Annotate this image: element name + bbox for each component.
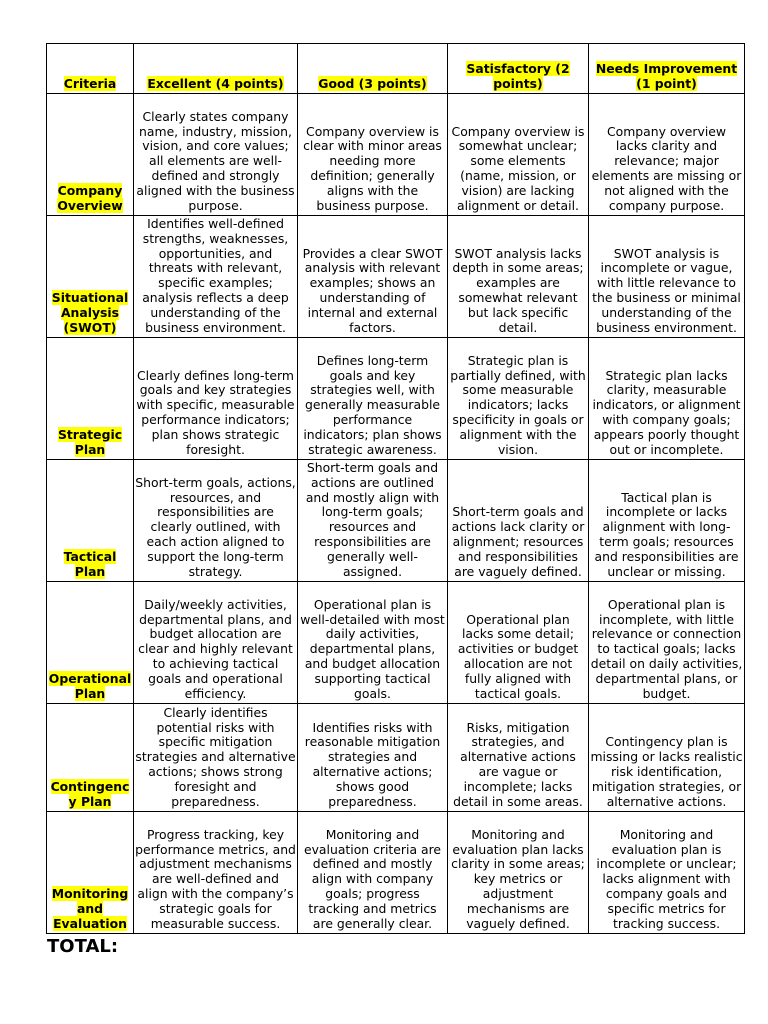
good-cell: Short-term goals and actions are outlined and mostly align with long-term goals; resources and responsibilities are generally well-assigned. — [298, 460, 448, 582]
needs-improvement-cell: Operational plan is incomplete, with little relevance or connection to tactical goals; lacks detail on daily activities, departmental plans, or budget. — [589, 582, 745, 704]
good-cell: Provides a clear SWOT analysis with relevant examples; shows an understanding of internal and external factors. — [298, 216, 448, 338]
table-row — [47, 812, 745, 934]
table-row — [47, 582, 745, 704]
excellent-cell: Clearly defines long-term goals and key strategies with specific, measurable performance indicators; plan shows strategic foresight. — [134, 338, 298, 460]
satisfactory-cell: Strategic plan is partially defined, with some measurable indicators; lacks specificity in goals or alignment with the vision. — [448, 338, 589, 460]
criteria-cell — [47, 460, 134, 582]
needs-improvement-cell: Contingency plan is missing or lacks realistic risk identification, mitigation strategies, or alternative actions. — [589, 704, 745, 812]
satisfactory-cell: Risks, mitigation strategies, and alternative actions are vague or incomplete; lacks detail in some areas. — [448, 704, 589, 812]
excellent-cell: Progress tracking, key performance metrics, and adjustment mechanisms are well-defined and align with the company’s strategic goals for measurable success. — [134, 812, 298, 934]
header-criteria — [47, 44, 134, 94]
good-cell: Defines long-term goals and key strategies well, with generally measurable performance indicators; plan shows strategic awareness. — [298, 338, 448, 460]
good-cell: Identifies risks with reasonable mitigation strategies and alternative actions; shows good preparedness. — [298, 704, 448, 812]
needs-improvement-cell: Tactical plan is incomplete or lacks alignment with long-term goals; resources and responsibilities are unclear or missing. — [589, 460, 745, 582]
rubric-table — [46, 43, 745, 934]
needs-improvement-cell: Strategic plan lacks clarity, measurable indicators, or alignment with company goals; appears poorly thought out or incomplete. — [589, 338, 745, 460]
header-criteria-label: Criteria — [63, 76, 117, 92]
criteria-cell — [47, 704, 134, 812]
satisfactory-cell: SWOT analysis lacks depth in some areas; examples are somewhat relevant but lack specific detail. — [448, 216, 589, 338]
table-row — [47, 216, 745, 338]
criteria-label: Contingency Plan — [50, 779, 130, 810]
header-needs-improvement — [589, 44, 745, 94]
header-row — [47, 44, 745, 94]
good-cell: Company overview is clear with minor areas needing more definition; generally aligns with the business purpose. — [298, 94, 448, 216]
total-label: TOTAL: — [47, 936, 119, 957]
excellent-cell: Identifies well-defined strengths, weaknesses, opportunities, and threats with relevant, specific examples; analysis reflects a deep understanding of the business environment. — [134, 216, 298, 338]
excellent-cell: Clearly identifies potential risks with specific mitigation strategies and alternative actions; shows strong foresight and preparedness. — [134, 704, 298, 812]
criteria-label: Operational Plan — [48, 671, 132, 702]
header-excellent-label: Excellent (4 points) — [147, 76, 284, 92]
criteria-cell — [47, 94, 134, 216]
satisfactory-cell: Monitoring and evaluation plan lacks clarity in some areas; key metrics or adjustment mechanisms are vaguely defined. — [448, 812, 589, 934]
excellent-cell: Short-term goals, actions, resources, and responsibilities are clearly outlined, with each action aligned to support the long-term strategy. — [134, 460, 298, 582]
header-needs-improvement-label: Needs Improvement (1 point) — [595, 61, 738, 92]
header-good-label: Good (3 points) — [318, 76, 427, 92]
criteria-cell — [47, 812, 134, 934]
criteria-label: Situational Analysis (SWOT) — [51, 290, 129, 336]
good-cell: Monitoring and evaluation criteria are defined and mostly align with company goals; progress tracking and metrics are generally clear. — [298, 812, 448, 934]
table-row — [47, 704, 745, 812]
needs-improvement-cell: SWOT analysis is incomplete or vague, with little relevance to the business or minimal understanding of the business environment. — [589, 216, 745, 338]
good-cell: Operational plan is well-detailed with most daily activities, departmental plans, and budget allocation supporting tactical goals. — [298, 582, 448, 704]
satisfactory-cell: Short-term goals and actions lack clarity or alignment; resources and responsibilities are vaguely defined. — [448, 460, 589, 582]
criteria-cell — [47, 216, 134, 338]
satisfactory-cell: Operational plan lacks some detail; activities or budget allocation are not fully aligned with tactical goals. — [448, 582, 589, 704]
criteria-cell — [47, 582, 134, 704]
header-satisfactory-label: Satisfactory (2 points) — [466, 61, 570, 92]
table-row — [47, 94, 745, 216]
table-row — [47, 460, 745, 582]
excellent-cell: Daily/weekly activities, departmental plans, and budget allocation are clear and highly relevant to achieving tactical goals and operational efficiency. — [134, 582, 298, 704]
criteria-label: Tactical Plan — [63, 549, 117, 580]
criteria-label: Strategic Plan — [57, 427, 123, 458]
needs-improvement-cell: Monitoring and evaluation plan is incomplete or unclear; lacks alignment with company goals and specific metrics for tracking success. — [589, 812, 745, 934]
header-good — [298, 44, 448, 94]
satisfactory-cell: Company overview is somewhat unclear; some elements (name, mission, or vision) are lacking alignment or detail. — [448, 94, 589, 216]
excellent-cell: Clearly states company name, industry, mission, vision, and core values; all elements are well-defined and strongly aligned with the business purpose. — [134, 94, 298, 216]
header-excellent — [134, 44, 298, 94]
criteria-cell — [47, 338, 134, 460]
header-satisfactory — [448, 44, 589, 94]
criteria-label: Monitoring and Evaluation — [51, 886, 129, 932]
needs-improvement-cell: Company overview lacks clarity and relevance; major elements are missing or not aligned with the company purpose. — [589, 94, 745, 216]
criteria-label: Company Overview — [57, 183, 123, 214]
table-row — [47, 338, 745, 460]
